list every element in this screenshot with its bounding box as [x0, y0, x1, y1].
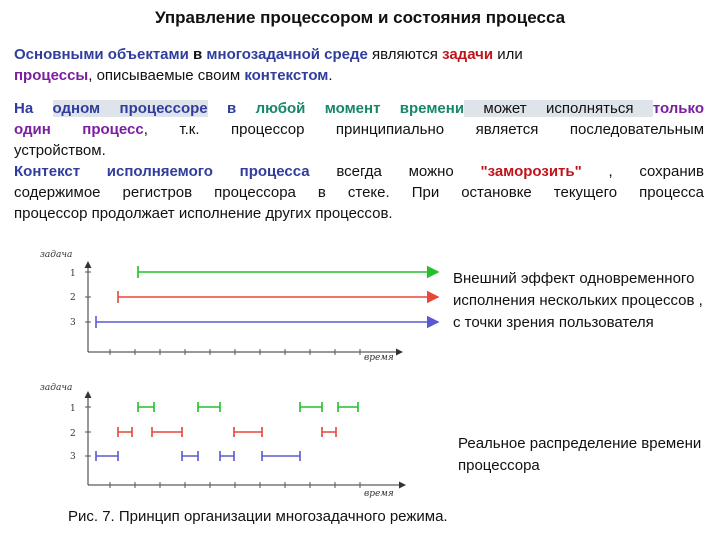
task-number: 1: [70, 269, 76, 279]
body-text: только: [652, 100, 705, 117]
intro-text: процессы: [14, 67, 89, 84]
task2-slices: [118, 427, 336, 437]
body-text: , сохранив: [581, 163, 704, 180]
x-axis-label: время: [364, 353, 394, 363]
intro-text: задачи: [442, 46, 494, 63]
task1-slices: [138, 402, 358, 412]
body-text: всегда можно: [309, 163, 481, 180]
body-text: Контекст исполняемого процесса: [14, 163, 310, 180]
intro-text: или: [493, 46, 523, 63]
intro-text: контекстом: [244, 67, 329, 84]
body-text: устройством.: [14, 142, 106, 159]
task3-slices: [96, 451, 300, 461]
body-text: На: [14, 100, 53, 117]
body-text: , т.к. процессор принципиально является последовательным: [143, 121, 705, 138]
caption-real-distribution: Реальное распределение времени процессора: [458, 435, 702, 474]
intro-text: в: [188, 46, 207, 63]
x-axis-label: время: [364, 489, 394, 499]
page-title: Управление процессором и состояния процесса: [154, 8, 566, 27]
intro-text: , описываемые своим: [88, 67, 245, 84]
intro-text: являются: [367, 46, 443, 63]
y-axis-label: задача: [40, 250, 73, 260]
task-number: 1: [70, 404, 76, 414]
intro-text: Основными объектами: [14, 46, 189, 63]
body-text: одном процессоре: [52, 100, 208, 117]
top-diagram-axes: [40, 250, 402, 363]
y-axis-label: задача: [40, 383, 73, 393]
bottom-diagram-axes: [40, 383, 405, 499]
body-text: один процесс: [14, 121, 144, 138]
body-text: процессор продолжает исполнение других процессов.: [14, 205, 393, 222]
task-number: 3: [70, 318, 76, 328]
caption-simultaneous: Внешний эффект одновременного исполнения нескольких процессов , с точки зрения пользователя: [453, 270, 703, 331]
figure-caption: Рис. 7. Принцип организации многозадачного режима.: [68, 508, 448, 525]
task-number: 2: [70, 293, 76, 303]
intro-text: многозадачной среде: [206, 46, 368, 63]
task-number: 2: [70, 429, 76, 439]
task-number: 3: [70, 452, 76, 462]
body-text: "заморозить": [480, 163, 582, 180]
body-text: в: [207, 100, 256, 117]
body-text: содержимое регистров процессора в стеке. При остановке текущего процесса: [14, 184, 704, 201]
intro-text: .: [328, 67, 333, 84]
body-text: может исполняться: [464, 100, 653, 117]
body-text: любой момент времени: [255, 100, 465, 117]
